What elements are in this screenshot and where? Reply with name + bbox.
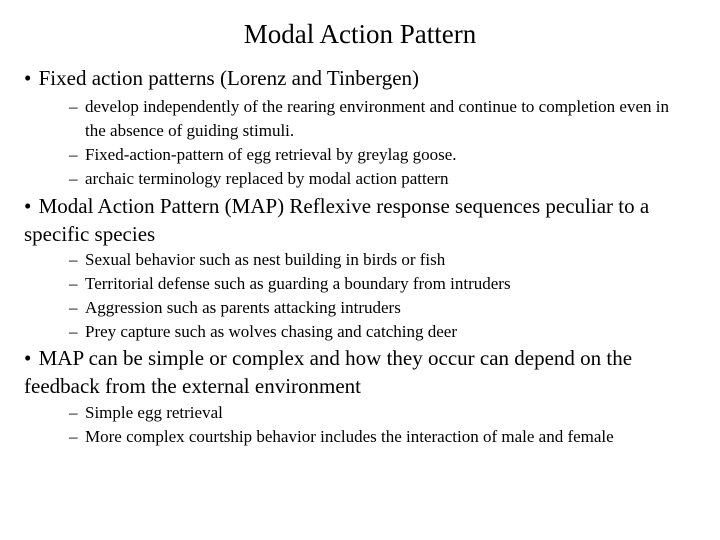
bullet-1-sub-1-text: develop independently of the rearing environment and continue to completion even in the absence of guiding stimuli.: [85, 97, 669, 140]
bullet-marker: •: [24, 346, 32, 370]
dash-marker: –: [69, 250, 78, 269]
bullet-3: [24, 344, 704, 400]
dash-marker: –: [69, 298, 78, 317]
bullet-3-text: MAP can be simple or complex and how they occur can depend on the feedback from the external environment: [24, 346, 633, 398]
bullet-2-sub-1-text: Sexual behavior such as nest building in birds or fish: [85, 250, 446, 269]
bullet-3-sub-2-text: More complex courtship behavior includes the interaction of male and female: [85, 427, 614, 446]
bullet-2-text: Modal Action Pattern (MAP) Reflexive response sequences peculiar to a specific species: [24, 194, 650, 246]
dash-marker: –: [69, 274, 78, 293]
dash-marker: –: [69, 145, 78, 164]
bullet-1-sub-1: [69, 95, 672, 143]
bullet-1-sub-3-text: archaic terminology replaced by modal action pattern: [85, 169, 449, 188]
dash-marker: –: [69, 169, 78, 188]
bullet-1-text: Fixed action patterns (Lorenz and Tinbergen): [38, 66, 420, 90]
dash-marker: –: [69, 403, 78, 422]
bullet-3-sub-2: [69, 425, 672, 449]
bullet-2-sub-1: [69, 248, 672, 272]
bullet-1-sub-3: [69, 167, 672, 191]
bullet-2-sub-4: [69, 320, 672, 344]
bullet-2-sub-3-text: Aggression such as parents attacking intruders: [85, 298, 401, 317]
dash-marker: –: [69, 427, 78, 446]
bullet-2-sub-3: [69, 296, 672, 320]
bullet-2-sub-2-text: Territorial defense such as guarding a boundary from intruders: [85, 274, 511, 293]
bullet-marker: •: [24, 66, 32, 90]
bullet-1-sub-2-text: Fixed-action-pattern of egg retrieval by greylag goose.: [85, 145, 457, 164]
bullet-2-sub-4-text: Prey capture such as wolves chasing and catching deer: [85, 322, 457, 341]
bullet-3-sub-1-text: Simple egg retrieval: [85, 403, 223, 422]
bullet-3-sub-1: [69, 401, 672, 425]
bullet-2-sub-2: [69, 272, 672, 296]
bullet-marker: •: [24, 194, 32, 218]
bullet-1-sub-2: [69, 143, 672, 167]
dash-marker: –: [69, 97, 78, 116]
dash-marker: –: [69, 322, 78, 341]
bullet-1: [24, 64, 704, 92]
bullet-2: [24, 192, 704, 248]
slide-title: Modal Action Pattern: [243, 19, 477, 49]
